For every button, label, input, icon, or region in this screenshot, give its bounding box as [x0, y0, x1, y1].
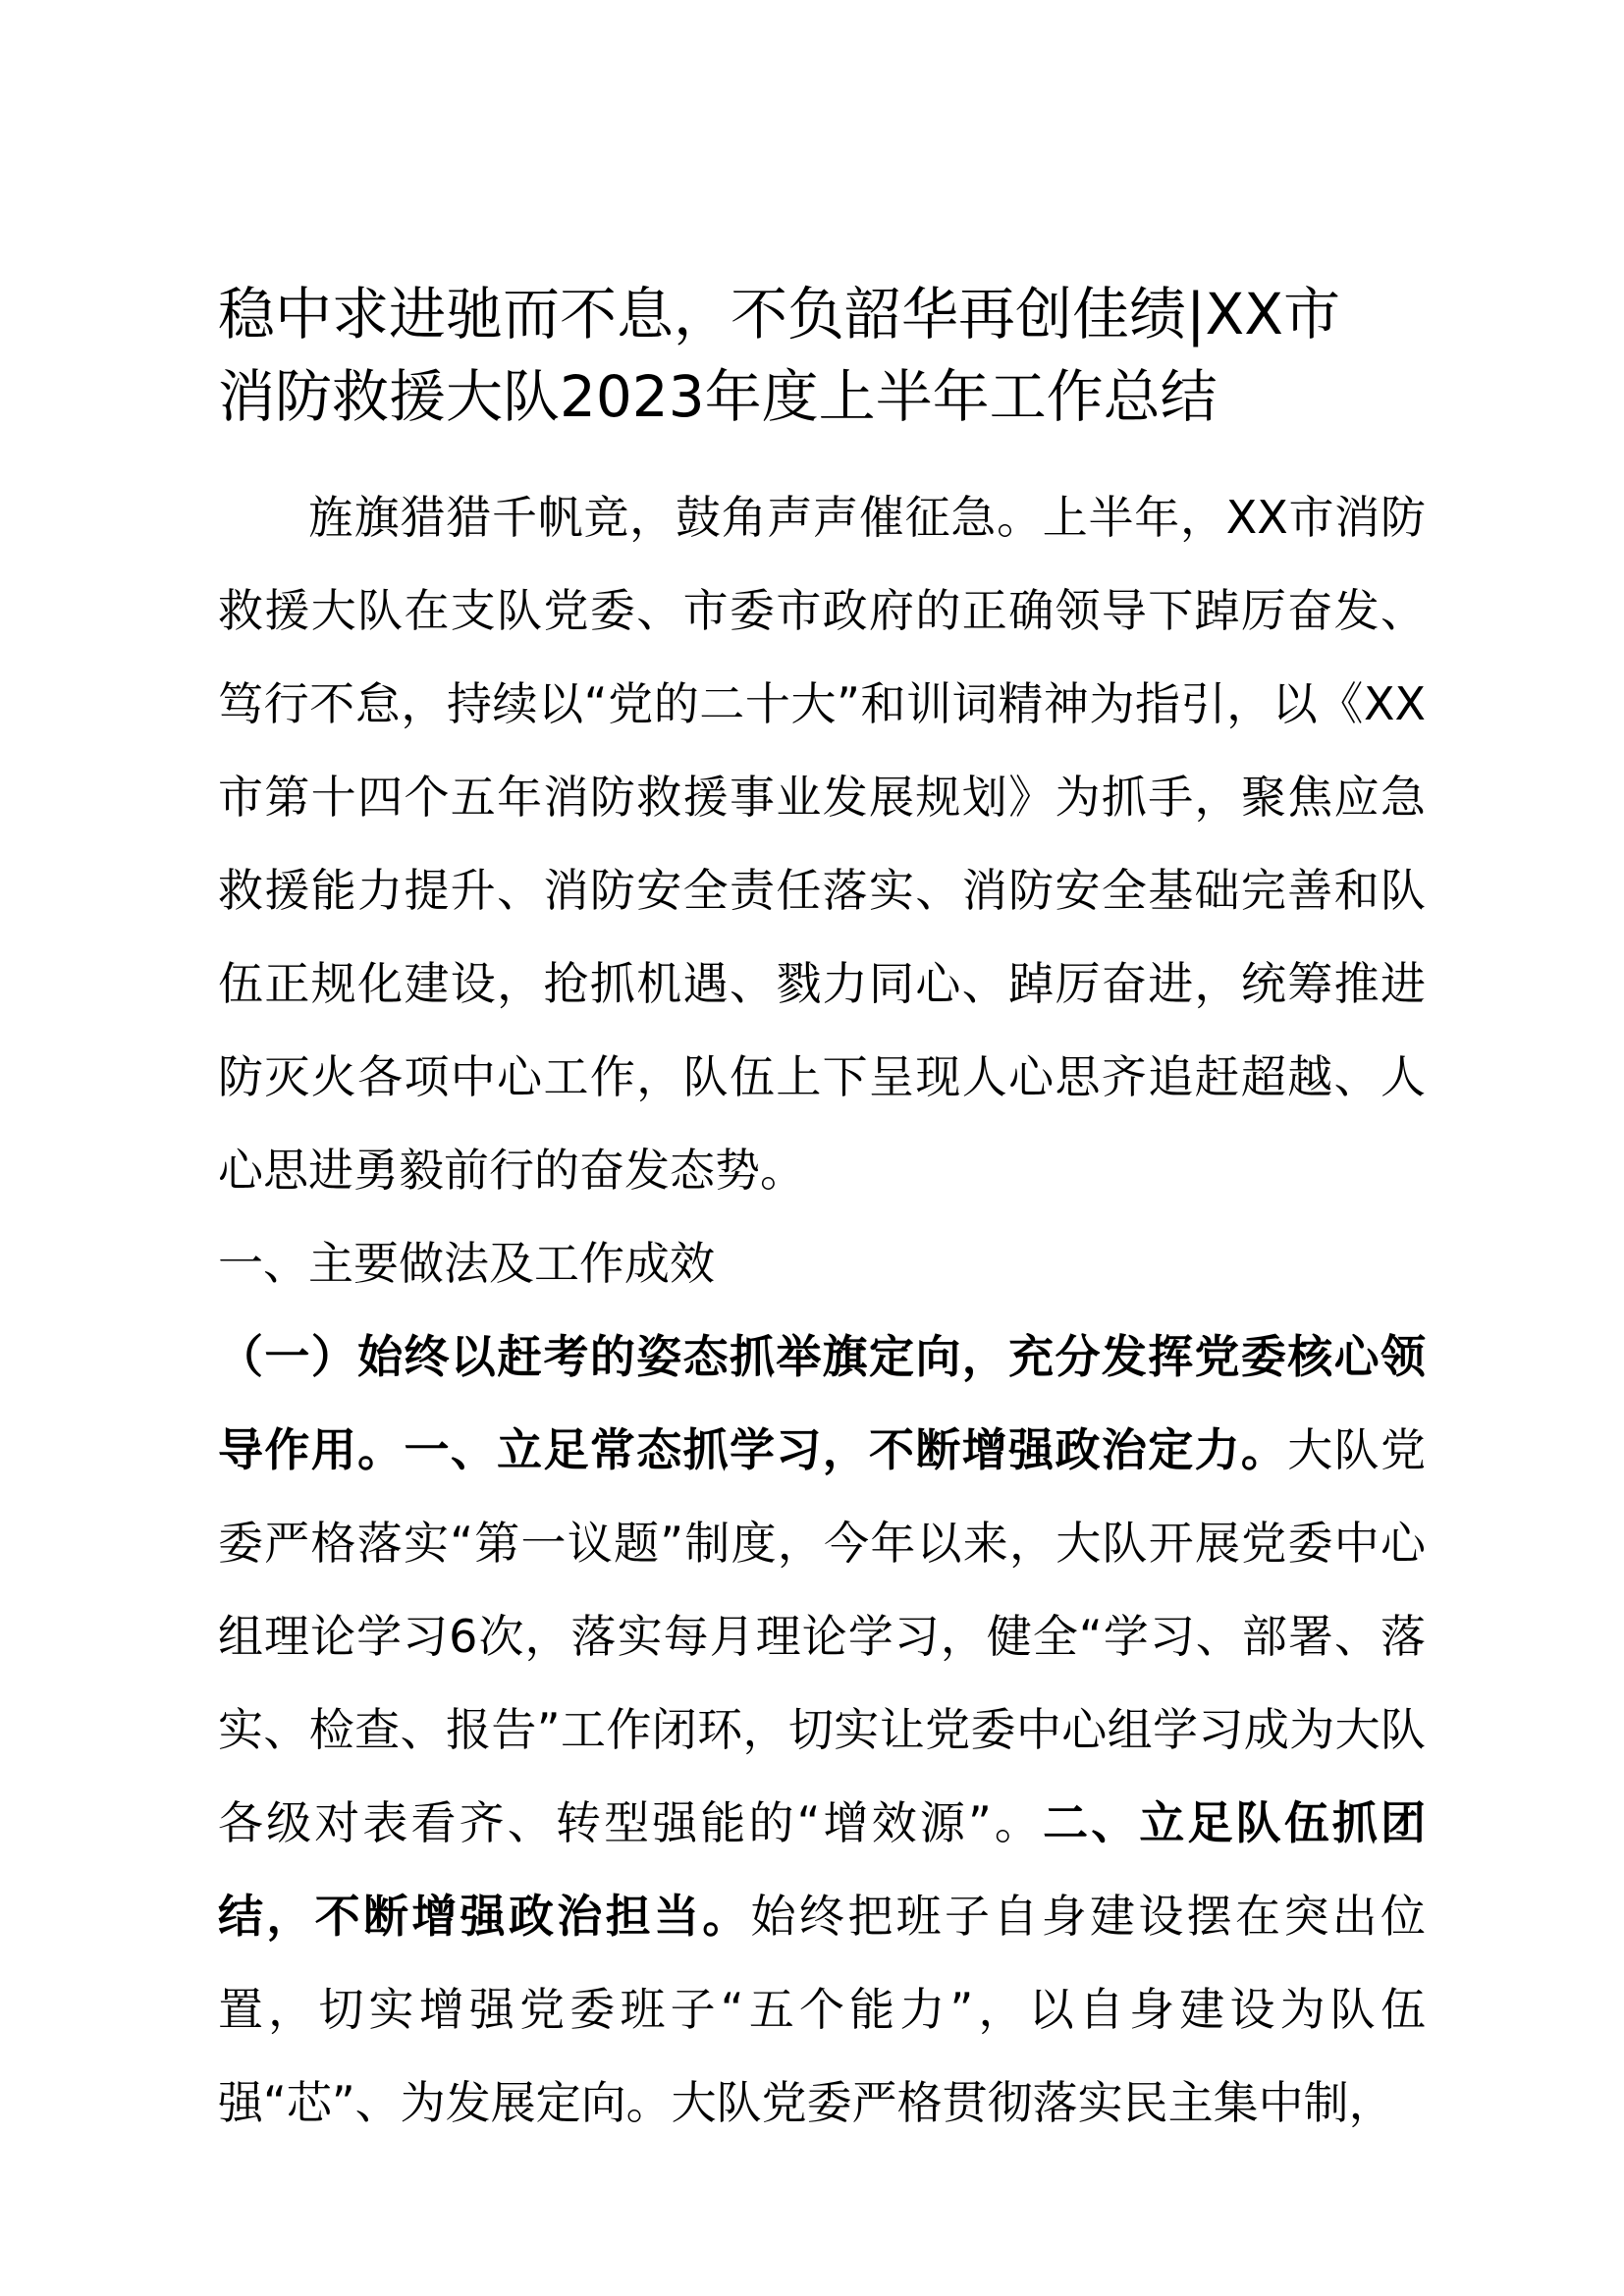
- point-text-2: 始终把班子自身建设摆在突出位置，切实增强党委班子“五个能力”，以自身建设为队伍强“芯”、为发展定向。大队党委严格贯彻落实民主集中制，: [218, 1890, 1427, 2129]
- point-heading-2: 二、立足队伍抓团结，不断增强政治担当。: [218, 1796, 1426, 1943]
- document-title: [218, 273, 1426, 438]
- intro-paragraph: 旌旗猎猎千帆竞，鼓角声声催征急。上半年，XX市消防救援大队在支队党委、市委市政府的正确领导下踔厉奋发、笃行不怠，持续以“党的二十大”和训词精神为指引，以《XX市第十四个五年消防救援事业发展规划》为抓手，聚焦应急救援能力提升、消防安全责任落实、消防安全基础完善和队伍正规化建设，抢抓机遇、戮力同心、踔厉奋进，统筹推进防灭火各项中心工作，队伍上下呈现人心思齐追赶超越、人心思进勇毅前行的奋发态势。: [218, 491, 1426, 1197]
- title-line-1: 稳中求进驰而不息，不负韶华再创佳绩|XX市: [218, 281, 1341, 347]
- title-line-2: 消防救援大队2023年度上半年工作总结: [218, 363, 1218, 430]
- point-text-1: 大队党委严格落实“第一议题”制度，今年以来，大队开展党委中心组理论学习6次，落实每月理论学习，健全“学习、部署、落实、检查、报告”工作闭环，切实让党委中心组学习成为大队各级对表看齐、转型强能的“增效源”。: [218, 1423, 1427, 1849]
- subsection-heading-1: （一）始终以赶考的姿态抓举旗定向，充分发挥党委核心领导作用。: [218, 1330, 1426, 1476]
- section-heading-1: 一、主要做法及工作成效: [218, 1237, 715, 1290]
- subsection-paragraph-1: [218, 1310, 1426, 2150]
- document-body: [218, 471, 1426, 2150]
- point-heading-1: 一、立足常态抓学习，不断增强政治定力。: [404, 1423, 1288, 1476]
